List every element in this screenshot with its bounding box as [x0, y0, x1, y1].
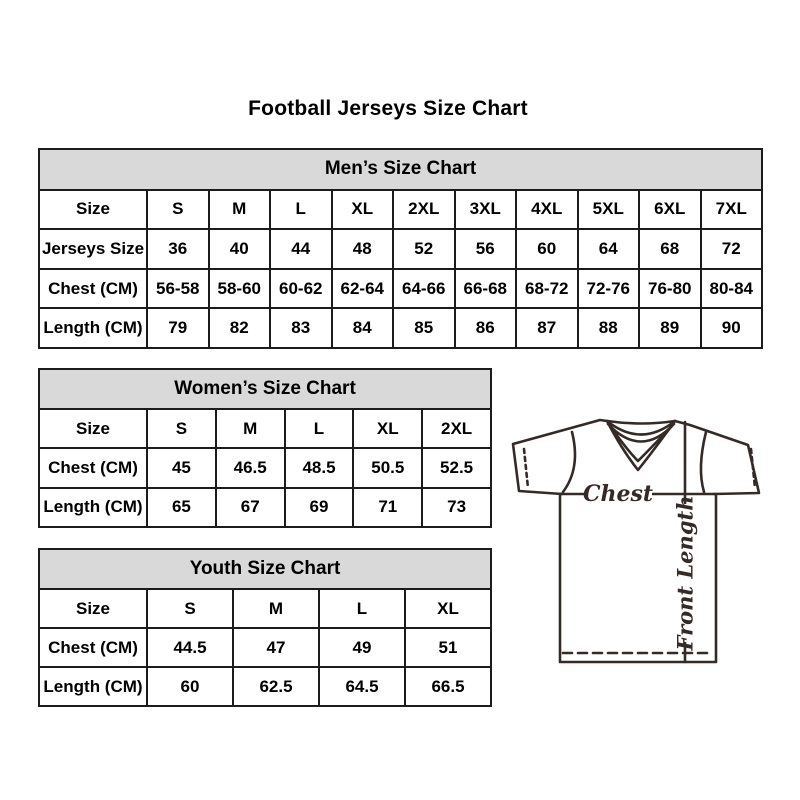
table-row — [39, 229, 762, 269]
value-cell: 2XL — [393, 190, 455, 230]
chest-label: Chest — [582, 481, 654, 507]
value-cell: 58-60 — [209, 269, 271, 309]
value-cell: XL — [405, 589, 491, 628]
table-row — [39, 667, 491, 706]
table-title: Women’s Size Chart — [39, 369, 491, 409]
value-cell: 87 — [516, 308, 578, 348]
row-label-cell: Chest (CM) — [39, 628, 147, 667]
value-cell: 68-72 — [516, 269, 578, 309]
table-title-row — [39, 149, 762, 190]
value-cell: 80-84 — [701, 269, 763, 309]
value-cell: 84 — [332, 308, 394, 348]
table-title-row — [39, 549, 491, 589]
value-cell: 52.5 — [422, 448, 491, 487]
page-title: Football Jerseys Size Chart — [248, 97, 528, 120]
value-cell: 73 — [422, 488, 491, 527]
value-cell: 44 — [270, 229, 332, 269]
value-cell: 36 — [147, 229, 209, 269]
value-cell: 89 — [639, 308, 701, 348]
value-cell: 56-58 — [147, 269, 209, 309]
value-cell: 60 — [147, 667, 233, 706]
value-cell: L — [285, 409, 354, 448]
value-cell: 47 — [233, 628, 319, 667]
value-cell: 49 — [319, 628, 405, 667]
row-label-cell: Length (CM) — [39, 667, 147, 706]
value-cell: 82 — [209, 308, 271, 348]
value-cell: 79 — [147, 308, 209, 348]
value-cell: 3XL — [455, 190, 517, 230]
row-label-cell: Size — [39, 190, 147, 230]
value-cell: XL — [353, 409, 422, 448]
womens-size-table — [38, 368, 492, 528]
value-cell: 7XL — [701, 190, 763, 230]
value-cell: 85 — [393, 308, 455, 348]
table-title: Youth Size Chart — [39, 549, 491, 589]
value-cell: XL — [332, 190, 394, 230]
table-row — [39, 409, 491, 448]
value-cell: 69 — [285, 488, 354, 527]
youth-size-table — [38, 548, 492, 707]
value-cell: 56 — [455, 229, 517, 269]
value-cell: M — [233, 589, 319, 628]
table-row — [39, 448, 491, 487]
value-cell: L — [319, 589, 405, 628]
value-cell: 72 — [701, 229, 763, 269]
table-row — [39, 488, 491, 527]
value-cell: 40 — [209, 229, 271, 269]
row-label-cell: Jerseys Size — [39, 229, 147, 269]
row-label-cell: Length (CM) — [39, 488, 147, 527]
row-label-cell: Chest (CM) — [39, 269, 147, 309]
value-cell: 86 — [455, 308, 517, 348]
value-cell: 88 — [578, 308, 640, 348]
value-cell: 6XL — [639, 190, 701, 230]
value-cell: S — [147, 409, 216, 448]
value-cell: 48 — [332, 229, 394, 269]
row-label-cell: Length (CM) — [39, 308, 147, 348]
table-title-row — [39, 369, 491, 409]
table-title: Men’s Size Chart — [39, 149, 762, 190]
value-cell: M — [216, 409, 285, 448]
row-label-cell: Size — [39, 409, 147, 448]
row-label-cell: Size — [39, 589, 147, 628]
value-cell: 50.5 — [353, 448, 422, 487]
value-cell: 60 — [516, 229, 578, 269]
value-cell: 72-76 — [578, 269, 640, 309]
value-cell: 64-66 — [393, 269, 455, 309]
value-cell: 66-68 — [455, 269, 517, 309]
value-cell: 51 — [405, 628, 491, 667]
jersey-diagram-svg — [500, 400, 780, 680]
value-cell: 71 — [353, 488, 422, 527]
value-cell: 5XL — [578, 190, 640, 230]
value-cell: 46.5 — [216, 448, 285, 487]
value-cell: 76-80 — [639, 269, 701, 309]
value-cell: 52 — [393, 229, 455, 269]
table-row — [39, 269, 762, 309]
front-length-label: Front Length — [672, 495, 698, 651]
value-cell: 4XL — [516, 190, 578, 230]
value-cell: 67 — [216, 488, 285, 527]
table-row — [39, 628, 491, 667]
table-row — [39, 190, 762, 230]
table-row — [39, 589, 491, 628]
value-cell: 83 — [270, 308, 332, 348]
value-cell: 90 — [701, 308, 763, 348]
value-cell: 48.5 — [285, 448, 354, 487]
value-cell: 65 — [147, 488, 216, 527]
value-cell: 66.5 — [405, 667, 491, 706]
table-row — [39, 308, 762, 348]
value-cell: 44.5 — [147, 628, 233, 667]
value-cell: M — [209, 190, 271, 230]
value-cell: 64.5 — [319, 667, 405, 706]
jersey-measurement-diagram — [500, 400, 780, 680]
value-cell: 68 — [639, 229, 701, 269]
value-cell: 64 — [578, 229, 640, 269]
value-cell: L — [270, 190, 332, 230]
value-cell: 60-62 — [270, 269, 332, 309]
value-cell: 62-64 — [332, 269, 394, 309]
value-cell: 62.5 — [233, 667, 319, 706]
row-label-cell: Chest (CM) — [39, 448, 147, 487]
jersey-outline — [513, 420, 759, 662]
value-cell: 45 — [147, 448, 216, 487]
mens-size-table — [38, 148, 763, 349]
value-cell: 2XL — [422, 409, 491, 448]
value-cell: S — [147, 589, 233, 628]
value-cell: S — [147, 190, 209, 230]
